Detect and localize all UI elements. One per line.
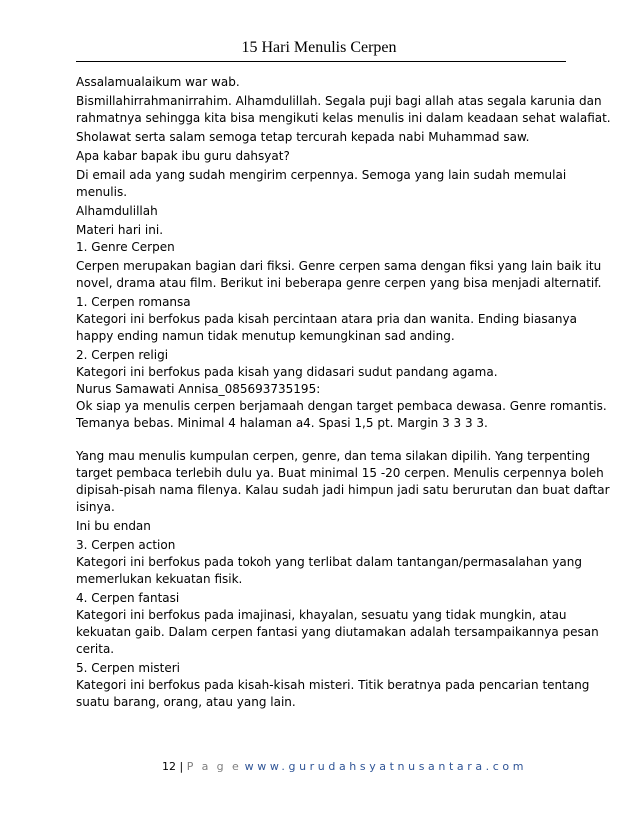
text-line: Cerpen merupakan bagian dari fiksi. Genre cerpen sama dengan fiksi yang lain baik itu	[76, 259, 602, 273]
footer-separator: |	[179, 760, 184, 773]
list-heading: 5. Cerpen misteri	[76, 661, 181, 675]
paragraph	[76, 448, 610, 516]
section-heading: 1. Genre Cerpen	[76, 240, 175, 254]
text-line: Bismillahirrahmanirrahim. Alhamdulillah. Segala puji bagi allah atas segala karunia dan	[76, 94, 602, 108]
text-line: Nurus Samawati Annisa_085693735195:	[76, 382, 321, 396]
text-line: Kategori ini berfokus pada kisah yang didasari sudut pandang agama.	[76, 365, 498, 379]
text-line: happy ending namun tidak menutup kemungkinan sad anding.	[76, 329, 455, 343]
paragraph	[76, 203, 576, 220]
header-divider	[76, 61, 566, 62]
text-line: suatu barang, orang, atau yang lain.	[76, 695, 296, 709]
paragraph	[76, 660, 590, 711]
text-line: Assalamualaikum war wab.	[76, 75, 240, 89]
document-title: 15 Hari Menulis Cerpen	[241, 39, 397, 56]
paragraph	[76, 74, 576, 91]
text-line: Apa kabar bapak ibu guru dahsyat?	[76, 149, 290, 163]
text-line: Alhamdulillah	[76, 204, 158, 218]
list-heading: 2. Cerpen religi	[76, 348, 169, 362]
text-line: Kategori ini berfokus pada tokoh yang terlibat dalam tantangan/permasalahan yang	[76, 555, 582, 569]
paragraph	[76, 148, 576, 165]
paragraph	[76, 537, 582, 588]
website-link[interactable]: www.gurudahsyatnusantara.com	[244, 760, 528, 773]
text-line: Ok siap ya menulis cerpen berjamaah dengan target pembaca dewasa. Genre romantis.	[76, 399, 607, 413]
text-line: Temanya bebas. Minimal 4 halaman a4. Spasi 1,5 pt. Margin 3 3 3 3.	[76, 416, 488, 430]
text-line: Di email ada yang sudah mengirim cerpennya. Semoga yang lain sudah memulai	[76, 168, 567, 182]
paragraph	[76, 129, 576, 146]
paragraph	[76, 347, 607, 432]
paragraph	[76, 258, 602, 292]
page-header	[0, 39, 638, 57]
text-line: Kategori ini berfokus pada kisah percintaan atara pria dan wanita. Ending biasanya	[76, 312, 577, 326]
paragraph	[76, 518, 576, 535]
list-heading: 1. Cerpen romansa	[76, 295, 191, 309]
page-footer	[162, 760, 527, 774]
paragraph	[76, 590, 599, 658]
paragraph	[76, 222, 576, 256]
text-line: memerlukan kekuatan fisik.	[76, 572, 243, 586]
text-line: isinya.	[76, 500, 115, 514]
text-line: menulis.	[76, 185, 128, 199]
text-line: Materi hari ini.	[76, 223, 164, 237]
text-line: novel, drama atau film. Berikut ini beberapa genre cerpen yang bisa menjadi alternatif.	[76, 276, 602, 290]
text-line: kekuatan gaib. Dalam cerpen fantasi yang diutamakan adalah tersampaikannya pesan	[76, 625, 599, 639]
text-line: Kategori ini berfokus pada kisah-kisah misteri. Titik beratnya pada pencarian tentang	[76, 678, 590, 692]
list-heading: 4. Cerpen fantasi	[76, 591, 180, 605]
document-body	[76, 74, 611, 713]
paragraph	[76, 167, 576, 201]
paragraph	[76, 93, 611, 127]
paragraph	[76, 294, 576, 345]
text-line: Kategori ini berfokus pada imajinasi, khayalan, sesuatu yang tidak mungkin, atau	[76, 608, 567, 622]
list-heading: 3. Cerpen action	[76, 538, 176, 552]
text-line: target pembaca terlebih dulu ya. Buat minimal 15 -20 cerpen. Menulis cerpennya boleh	[76, 466, 604, 480]
page-number: 12	[162, 760, 176, 773]
text-line: Ini bu endan	[76, 519, 151, 533]
text-line: Sholawat serta salam semoga tetap tercurah kepada nabi Muhammad saw.	[76, 130, 530, 144]
text-line: rahmatnya sehingga kita bisa mengikuti kelas menulis ini dalam keadaan sehat walafiat.	[76, 111, 611, 125]
text-line: cerita.	[76, 642, 115, 656]
page-label: P a g e	[186, 760, 242, 773]
text-line: dipisah-pisah nama filenya. Kalau sudah jadi himpun jadi satu berurutan dan buat daftar	[76, 483, 610, 497]
blank-line	[76, 432, 576, 448]
text-line: Yang mau menulis kumpulan cerpen, genre, dan tema silakan dipilih. Yang terpenting	[76, 449, 591, 463]
